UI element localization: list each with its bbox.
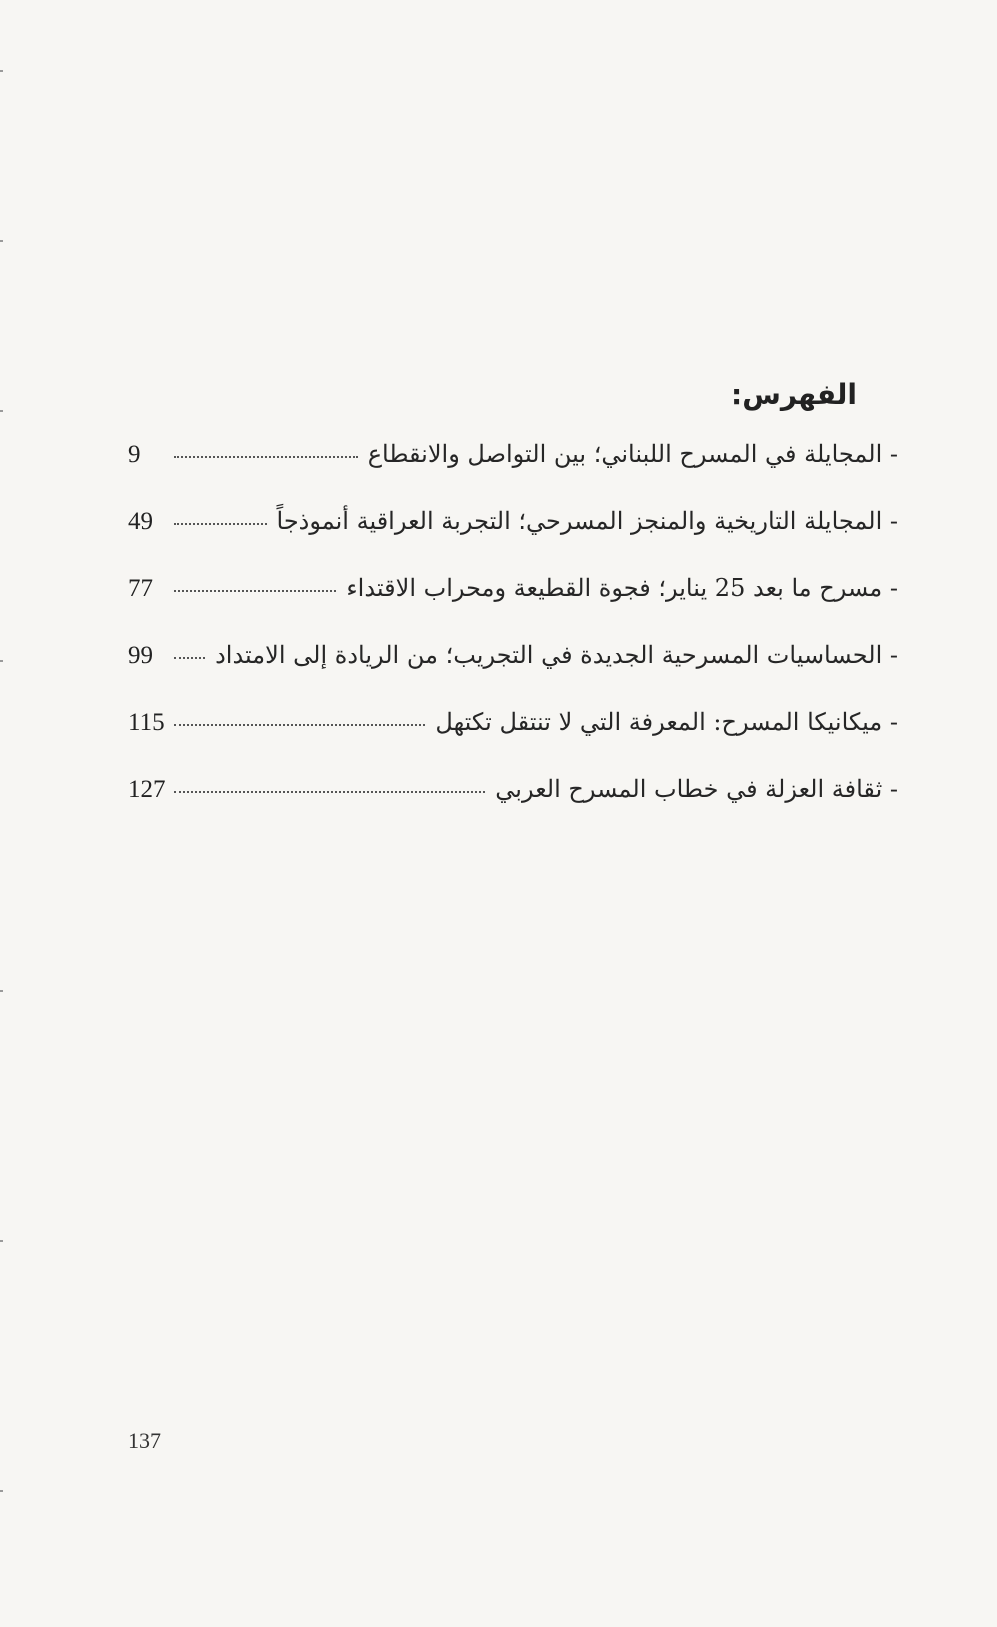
toc-entry[interactable]: [128, 440, 898, 507]
edge-mark: [0, 1240, 3, 1242]
toc-page-number: 77: [128, 575, 153, 602]
toc-list: [128, 440, 898, 842]
toc-page-number: 9: [128, 441, 141, 468]
edge-mark: [0, 1490, 3, 1492]
toc-entry-title: - المجايلة في المسرح اللبناني؛ بين التواصل والانقطاع: [367, 440, 898, 468]
dot-leader: [174, 661, 205, 663]
toc-entry-title: - المجايلة التاريخية والمنجز المسرحي؛ التجربة العراقية أنموذجاً: [276, 507, 898, 535]
toc-entry-title: - الحساسيات المسرحية الجديدة في التجريب؛ من الريادة إلى الامتداد: [215, 641, 898, 669]
toc-entry-title: - ثقافة العزلة في خطاب المسرح العربي: [495, 775, 898, 803]
edge-mark: [0, 660, 3, 662]
toc-entry[interactable]: [128, 574, 898, 641]
toc-page-number: 99: [128, 642, 153, 669]
toc-page-number: 115: [128, 709, 165, 736]
toc-entry[interactable]: [128, 641, 898, 708]
dot-leader: [174, 460, 358, 462]
dot-leader: [174, 594, 336, 596]
toc-page-number: 127: [128, 776, 166, 803]
edge-mark: [0, 410, 3, 412]
edge-mark: [0, 70, 3, 72]
dot-leader: [174, 795, 485, 797]
dot-leader: [174, 728, 425, 730]
toc-entry[interactable]: [128, 507, 898, 574]
toc-page-number: 49: [128, 508, 153, 535]
page-number: 137: [128, 1428, 161, 1453]
edge-mark: [0, 990, 3, 992]
toc-entry[interactable]: [128, 708, 898, 775]
toc-entry-title: - مسرح ما بعد 25 يناير؛ فجوة القطيعة ومحراب الاقتداء: [346, 574, 898, 602]
toc-heading: الفهرس:: [731, 378, 857, 411]
edge-mark: [0, 240, 3, 242]
dot-leader: [174, 527, 267, 529]
toc-entry-title: - ميكانيكا المسرح: المعرفة التي لا تنتقل تكتهل: [435, 708, 898, 736]
toc-entry[interactable]: [128, 775, 898, 842]
